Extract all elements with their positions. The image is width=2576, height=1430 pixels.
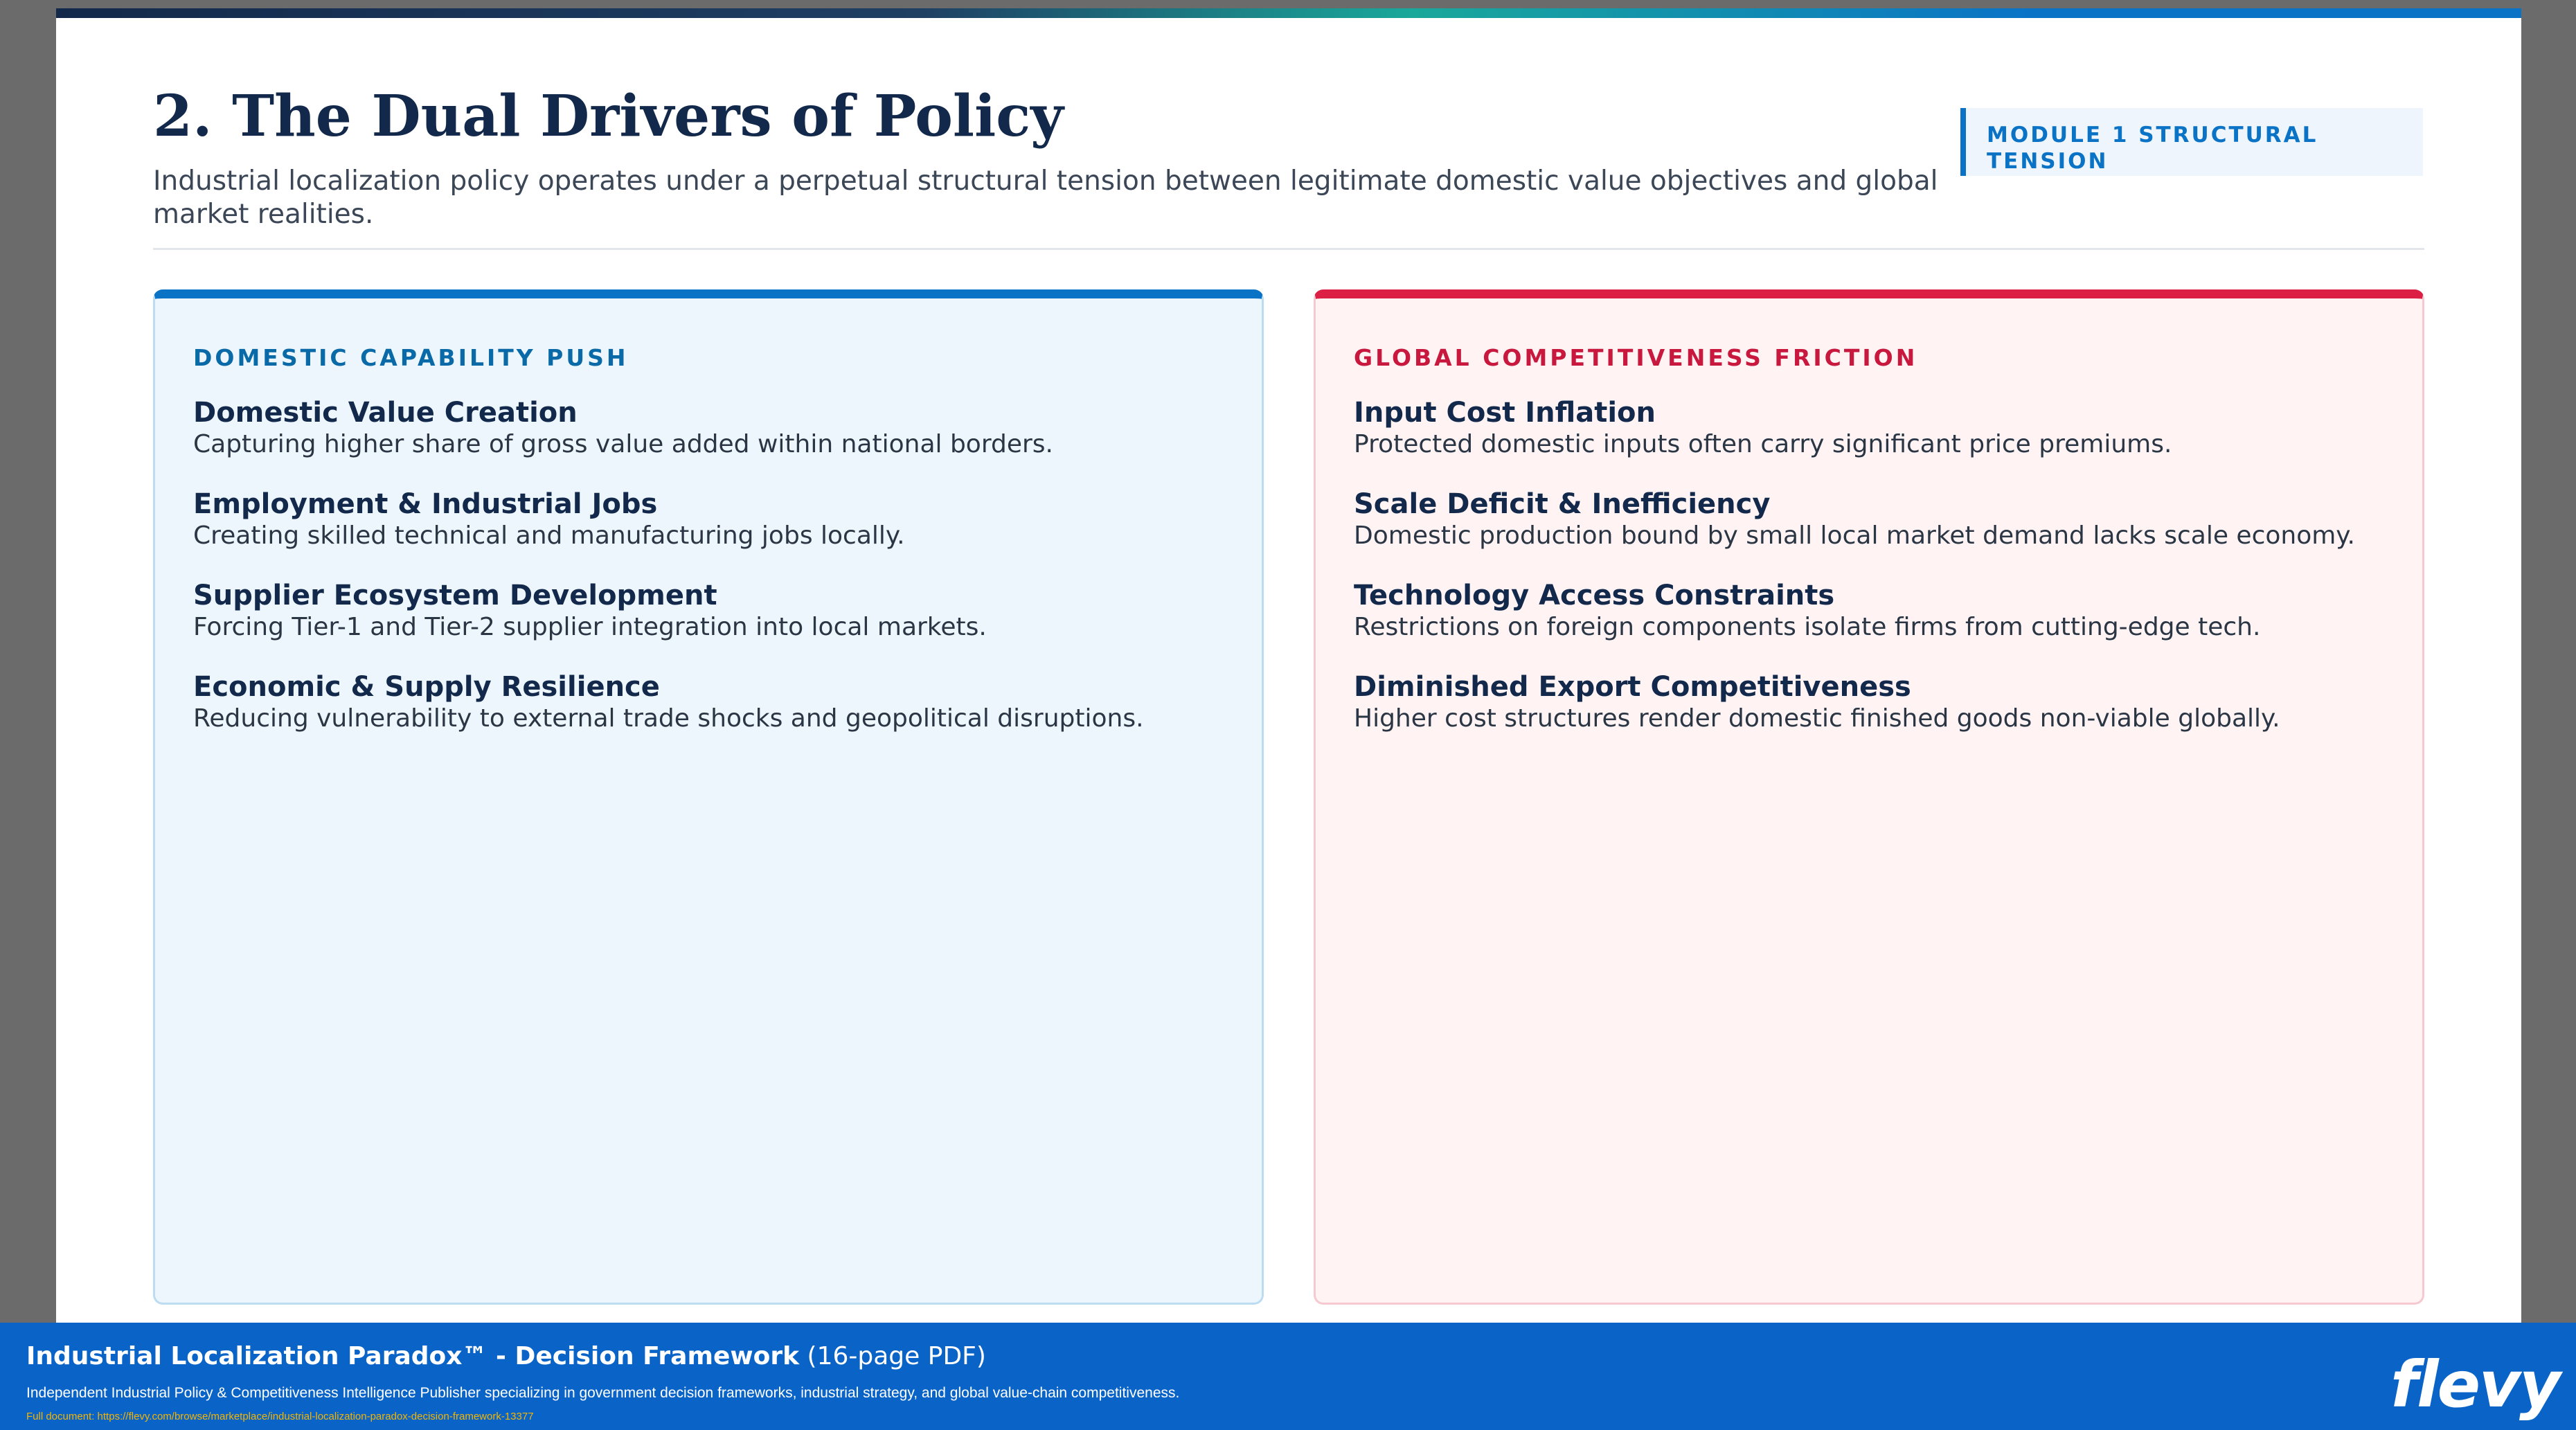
item-title: Scale Deficit & Inefficiency <box>1354 488 1771 520</box>
panel-heading: GLOBAL COMPETITIVENESS FRICTION <box>1354 344 1918 371</box>
footer-title[interactable] <box>26 1342 986 1370</box>
panel-heading: DOMESTIC CAPABILITY PUSH <box>193 344 629 371</box>
page-title: 2. The Dual Drivers of Policy <box>153 83 1064 150</box>
item-description: Reducing vulnerability to external trade shocks and geopolitical disruptions. <box>193 704 1144 733</box>
footer-banner <box>0 1323 2576 1430</box>
item-title: Technology Access Constraints <box>1354 580 1835 611</box>
footer-page-count: (16-page PDF) <box>807 1342 986 1370</box>
item-title: Diminished Export Competitiveness <box>1354 671 1911 703</box>
global-competitiveness-panel <box>1314 289 2424 1305</box>
domestic-capability-panel <box>153 289 1264 1305</box>
footer-document-link[interactable]: Full document: https://flevy.com/browse/marketplace/industrial-localization-paradox-decision-framework-13377 <box>26 1411 534 1422</box>
list-item <box>193 487 1248 551</box>
module-tag: MODULE 1 STRUCTURAL TENSION <box>1960 108 2423 176</box>
footer-document-title[interactable]: Industrial Localization Paradox™ - Decision Framework <box>26 1342 800 1370</box>
item-title: Supplier Ecosystem Development <box>193 580 717 611</box>
footer-description: Independent Industrial Policy & Competitiveness Intelligence Publisher specializing in government decision frameworks, industrial strategy, and global value-chain competitiveness. <box>26 1385 1180 1401</box>
item-description: Forcing Tier-1 and Tier-2 supplier integration into local markets. <box>193 613 987 641</box>
list-item <box>1354 395 2408 459</box>
list-item <box>1354 670 2408 733</box>
page-subtitle: Industrial localization policy operates under a perpetual structural tension between legitimate domestic value objectives and global market realities. <box>153 166 1938 230</box>
item-description: Domestic production bound by small local market demand lacks scale economy. <box>1354 521 2355 550</box>
item-title: Input Cost Inflation <box>1354 397 1656 429</box>
item-title: Domestic Value Creation <box>193 397 578 429</box>
panel-item-list <box>193 395 1248 761</box>
item-description: Protected domestic inputs often carry significant price premiums. <box>1354 430 2172 458</box>
list-item <box>1354 487 2408 551</box>
item-description: Creating skilled technical and manufacturing jobs locally. <box>193 521 905 550</box>
slide <box>56 8 2521 1324</box>
panel-item-list <box>1354 395 2408 761</box>
list-item <box>193 578 1248 642</box>
list-item <box>1354 578 2408 642</box>
header-divider <box>153 248 2424 250</box>
item-description: Higher cost structures render domestic finished goods non-viable globally. <box>1354 704 2280 733</box>
list-item <box>193 395 1248 459</box>
item-description: Restrictions on foreign components isolate firms from cutting-edge tech. <box>1354 613 2261 641</box>
item-description: Capturing higher share of gross value added within national borders. <box>193 430 1053 458</box>
top-accent-bar <box>56 8 2521 18</box>
item-title: Economic & Supply Resilience <box>193 671 660 703</box>
flevy-logo[interactable]: flevy <box>2390 1348 2559 1422</box>
list-item <box>193 670 1248 733</box>
item-title: Employment & Industrial Jobs <box>193 488 658 520</box>
